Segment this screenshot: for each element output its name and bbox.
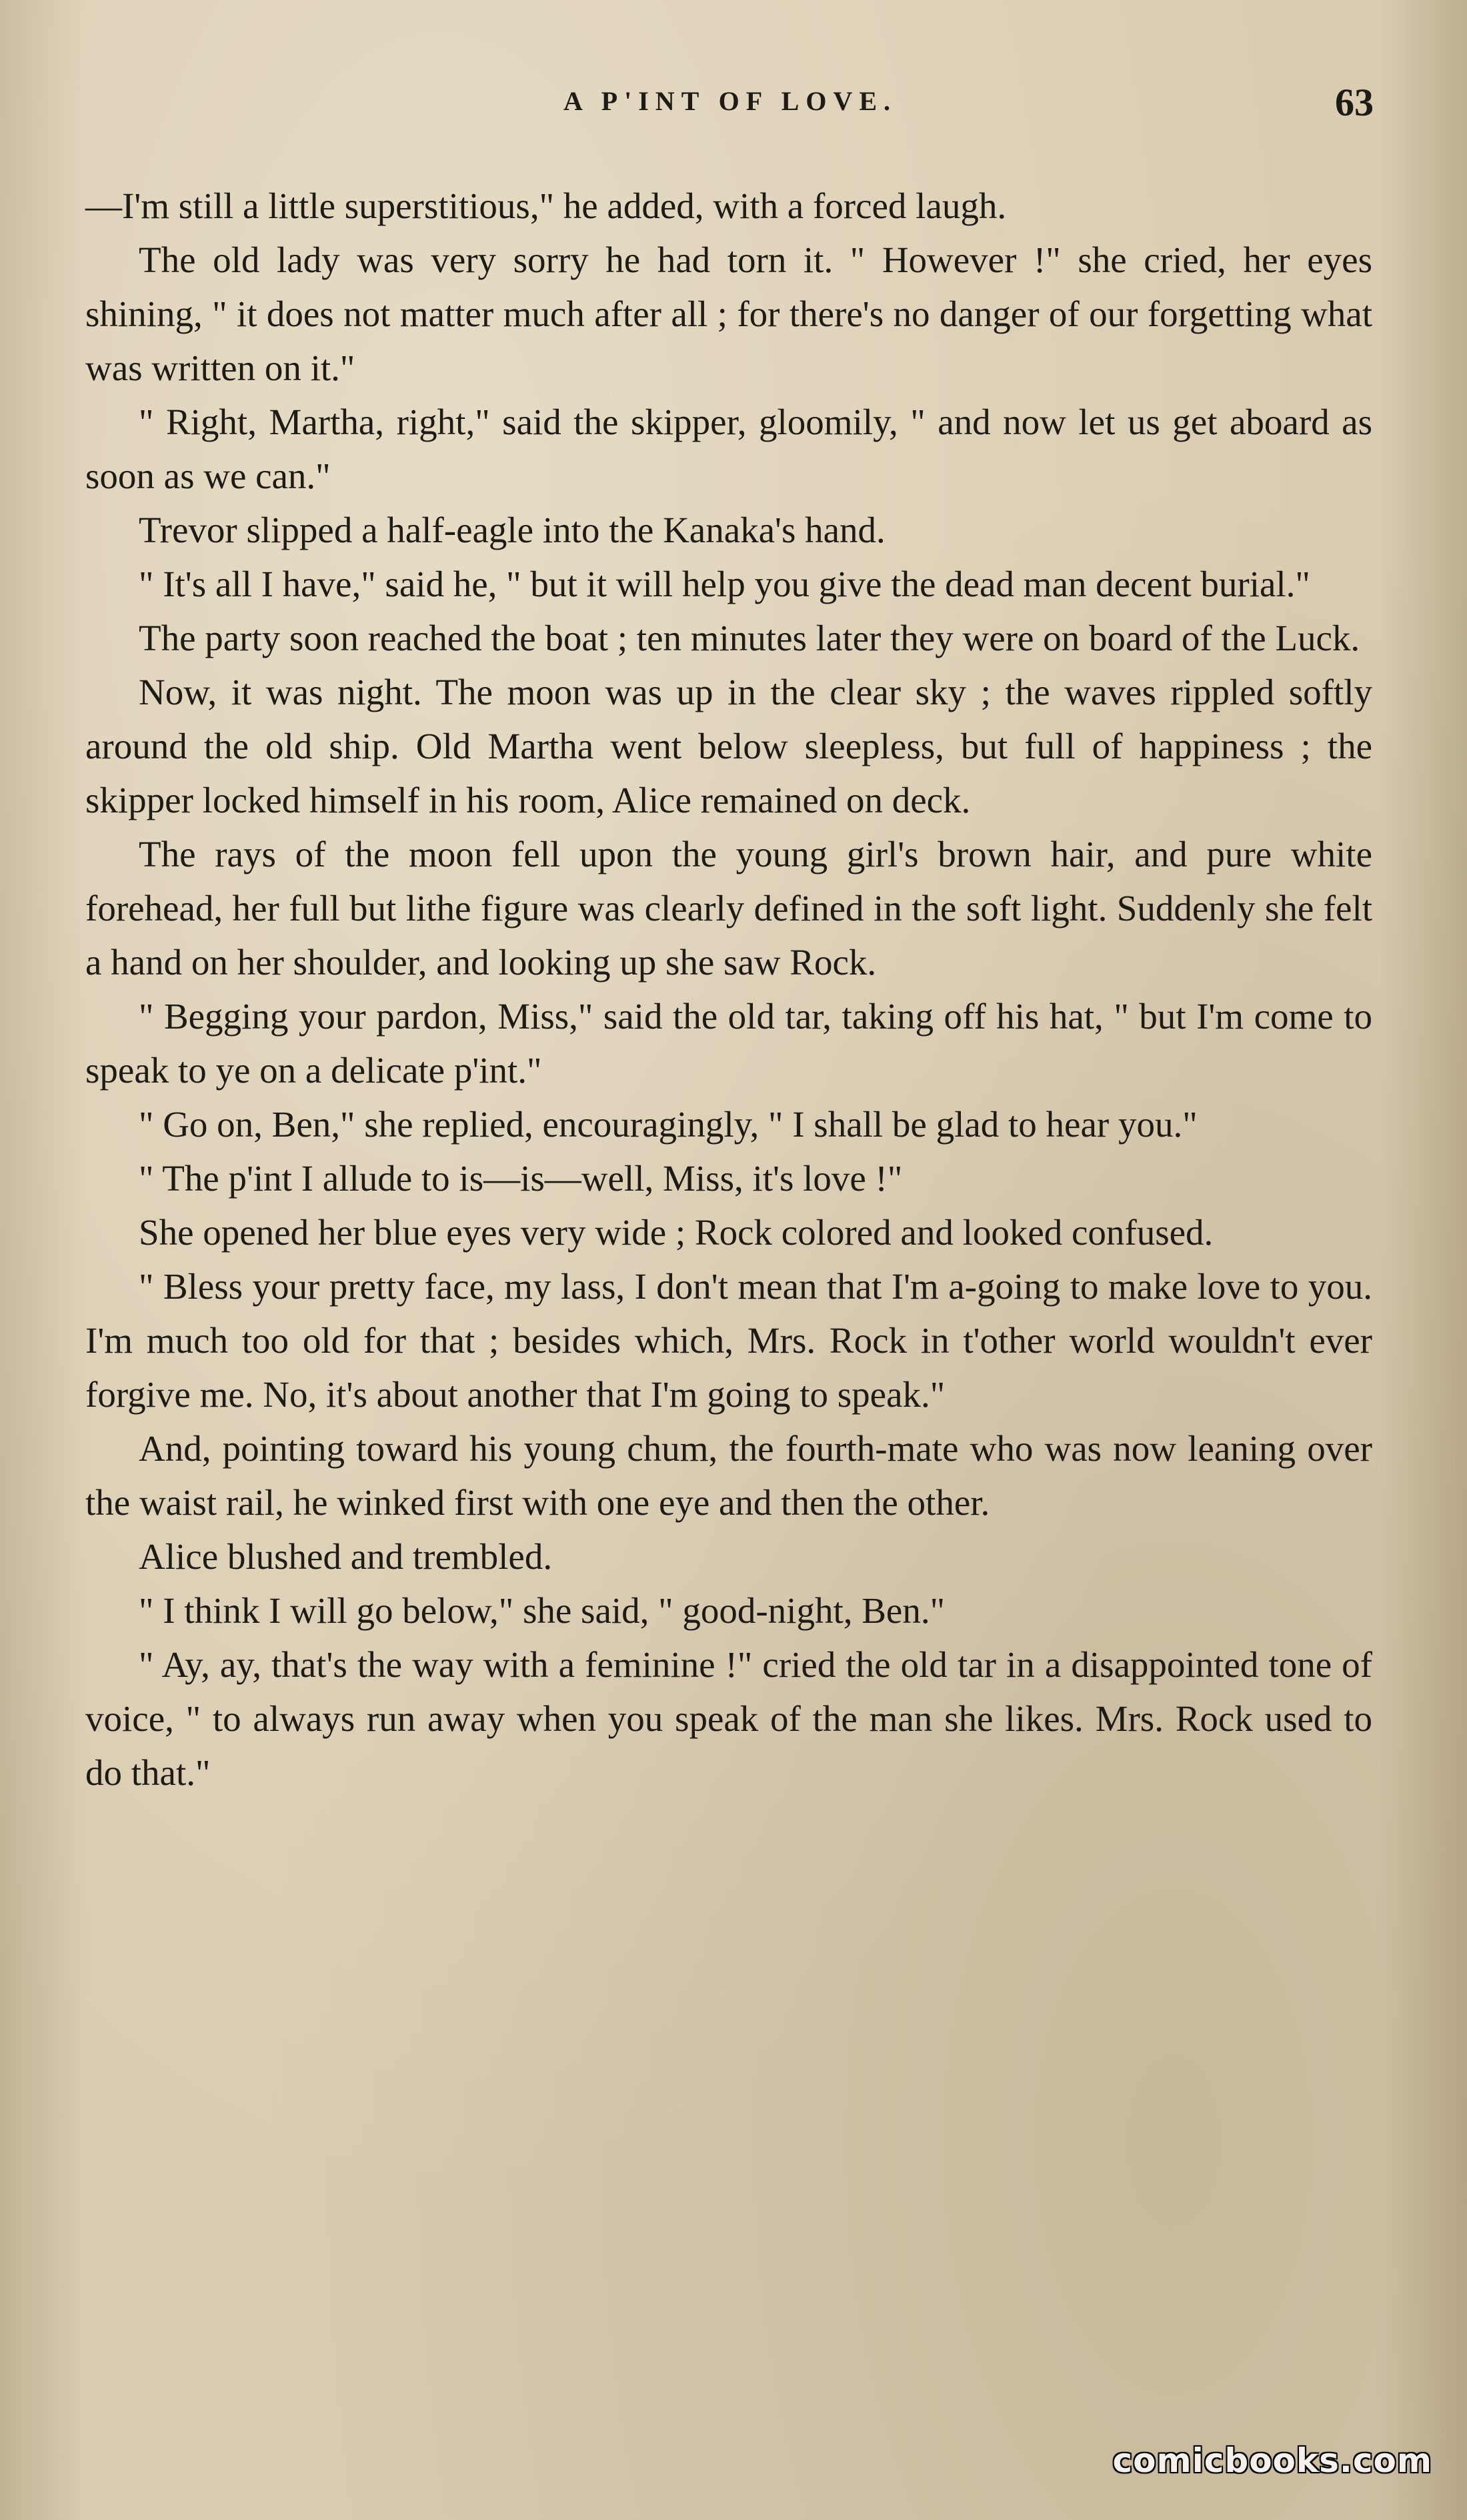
paragraph: Now, it was night. The moon was up in the clear sky ; the waves rippled softly around the old ship. Old Martha went below sleepless, but full of happiness ; the skipper locked himself in his room, Alice remained on deck.	[85, 672, 1372, 820]
paragraph: " It's all I have," said he, " but it will help you give the dead man decent burial."	[139, 564, 1310, 604]
paragraph: The party soon reached the boat ; ten minutes later they were on board of the Luck.	[139, 618, 1360, 658]
paragraph: " The p'int I allude to is—is—well, Miss, it's love !"	[139, 1158, 903, 1199]
paragraph: " I think I will go below," she said, " good-night, Ben."	[139, 1590, 946, 1631]
watermark: comicbooks.com	[1112, 2441, 1432, 2480]
body-text	[85, 179, 1372, 1800]
paragraph: " Bless your pretty face, my lass, I don't mean that I'm a-going to make love to you. I'm much too old for that ; besides which, Mrs. Rock in t'other world wouldn't ever forgive me. No, it's about another that I'm going to speak."	[85, 1266, 1372, 1415]
page-number: 63	[1335, 81, 1374, 124]
page-header	[87, 81, 1374, 132]
paragraph: " Go on, Ben," she replied, encouragingly, " I shall be glad to hear you."	[139, 1104, 1198, 1145]
running-head: A P'INT OF LOVE.	[563, 86, 898, 116]
paragraph: " Begging your pardon, Miss," said the old tar, taking off his hat, " but I'm come to speak to ye on a delicate p'int."	[85, 996, 1372, 1091]
paragraph: " Right, Martha, right," said the skipper, gloomily, " and now let us get aboard as soon as we can."	[85, 402, 1372, 496]
paragraph: The rays of the moon fell upon the young girl's brown hair, and pure white forehead, her full but lithe figure was clearly defined in the soft light. Suddenly she felt a hand on her shoulder, and looking up she saw Rock.	[85, 834, 1372, 983]
paragraph: And, pointing toward his young chum, the fourth-mate who was now leaning over the waist rail, he winked first with one eye and then the other.	[85, 1428, 1372, 1523]
paragraph: The old lady was very sorry he had torn it. " However !" she cried, her eyes shining, " it does not matter much after all ; for there's no danger of our forgetting what was written on it."	[85, 239, 1372, 388]
paragraph: Alice blushed and trembled.	[139, 1536, 553, 1577]
paragraph: " Ay, ay, that's the way with a feminine !" cried the old tar in a disappointed tone of voice, " to always run away when you speak of the man she likes. Mrs. Rock used to do that."	[85, 1644, 1372, 1793]
paragraph: She opened her blue eyes very wide ; Rock colored and looked confused.	[139, 1212, 1214, 1253]
paragraph: —I'm still a little superstitious," he added, with a forced laugh.	[85, 185, 1007, 226]
paragraph: Trevor slipped a half-eagle into the Kanaka's hand.	[139, 510, 886, 550]
